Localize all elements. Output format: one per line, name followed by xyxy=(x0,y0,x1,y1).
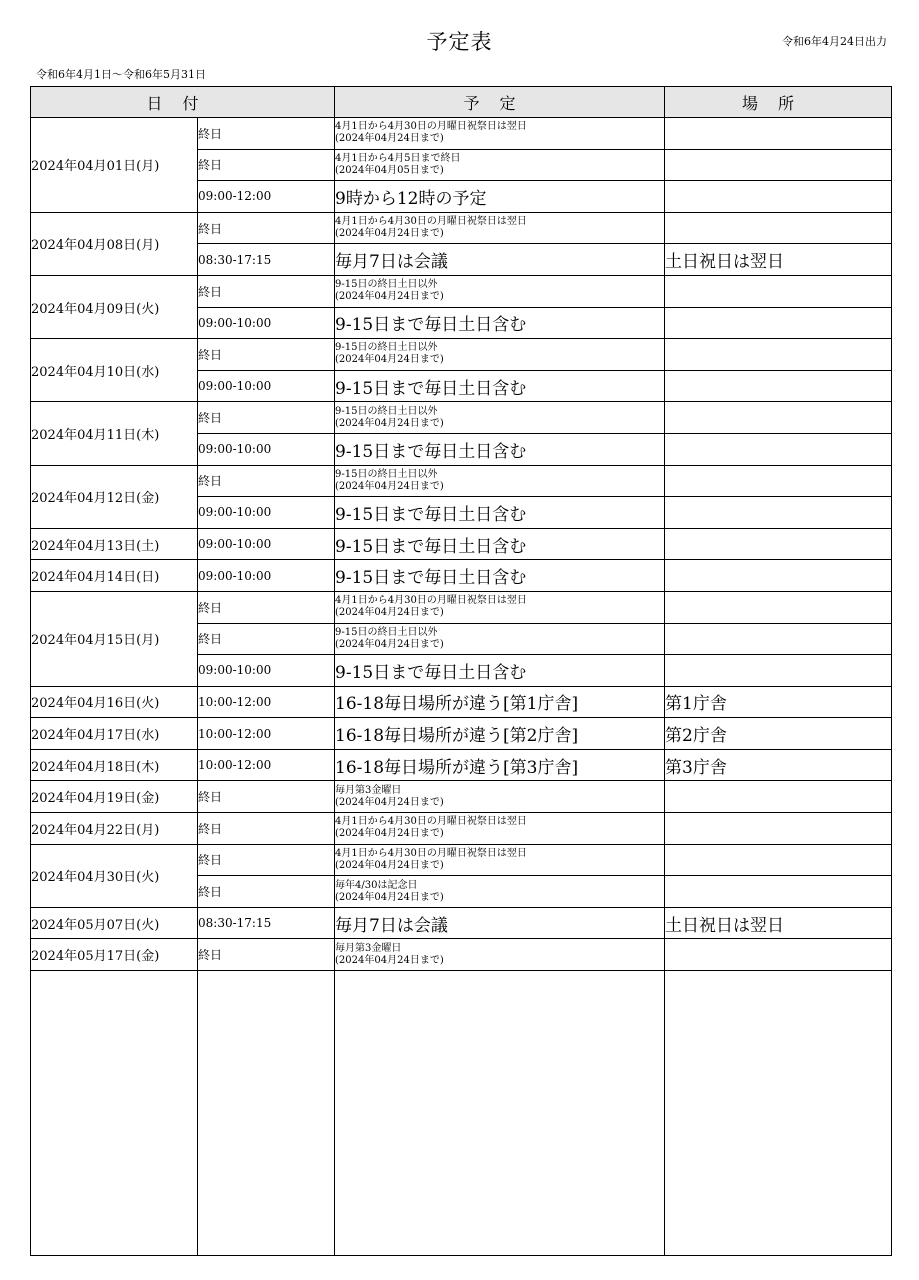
place-cell xyxy=(665,528,892,560)
plan-cell: 毎月7日は会議 xyxy=(335,244,665,276)
plan-cell xyxy=(335,118,665,150)
plan-cell xyxy=(335,149,665,181)
time-cell: 09:00-10:00 xyxy=(198,370,335,402)
time-cell: 10:00-12:00 xyxy=(198,686,335,718)
plan-cell xyxy=(335,275,665,307)
place-cell: 第1庁舎 xyxy=(665,686,892,718)
date-cell: 2024年04月22日(月) xyxy=(31,813,198,845)
plan-until-date: (2024年04月24日まで) xyxy=(335,354,444,366)
place-cell xyxy=(665,591,892,623)
time-cell: 09:00-12:00 xyxy=(198,181,335,213)
plan-description: 9-15日の終日土日以外 xyxy=(335,405,438,417)
plan-cell xyxy=(335,844,665,876)
time-cell: 終日 xyxy=(198,813,335,845)
time-cell: 終日 xyxy=(198,212,335,244)
plan-until-date: (2024年04月05日まで) xyxy=(335,164,444,176)
table-row xyxy=(31,528,892,560)
date-cell: 2024年05月07日(火) xyxy=(31,907,198,939)
table-row xyxy=(31,718,892,750)
place-cell xyxy=(665,149,892,181)
blank-row xyxy=(31,971,892,1256)
plan-description: 毎月第3金曜日 xyxy=(335,942,402,954)
plan-cell xyxy=(335,591,665,623)
place-cell xyxy=(665,560,892,592)
place-cell xyxy=(665,402,892,434)
plan-until-date: (2024年04月24日まで) xyxy=(335,796,444,808)
time-cell: 08:30-17:15 xyxy=(198,244,335,276)
table-row xyxy=(31,591,892,623)
plan-description: 4月1日から4月30日の月曜日祝祭日は翌日 xyxy=(335,595,527,607)
blank-cell xyxy=(198,971,335,1256)
place-cell xyxy=(665,275,892,307)
place-cell xyxy=(665,339,892,371)
time-cell: 09:00-10:00 xyxy=(198,433,335,465)
plan-cell: 9-15日まで毎日土日含む xyxy=(335,497,665,529)
time-cell: 08:30-17:15 xyxy=(198,907,335,939)
column-header-plan: 予定 xyxy=(335,87,665,118)
plan-description: 4月1日から4月30日の月曜日祝祭日は翌日 xyxy=(335,121,527,133)
output-date: 令和6年4月24日出力 xyxy=(782,35,887,48)
plan-cell xyxy=(335,939,665,971)
plan-until-date: (2024年04月24日まで) xyxy=(335,638,444,650)
plan-cell: 9-15日まで毎日土日含む xyxy=(335,655,665,687)
time-cell: 09:00-10:00 xyxy=(198,528,335,560)
plan-description: 4月1日から4月30日の月曜日祝祭日は翌日 xyxy=(335,816,527,828)
schedule-body xyxy=(31,118,892,1256)
time-cell: 10:00-12:00 xyxy=(198,718,335,750)
time-cell: 終日 xyxy=(198,402,335,434)
date-cell: 2024年04月14日(日) xyxy=(31,560,198,592)
date-cell: 2024年04月08日(月) xyxy=(31,212,198,275)
plan-cell xyxy=(335,465,665,497)
place-cell xyxy=(665,181,892,213)
place-cell xyxy=(665,939,892,971)
plan-until-date: (2024年04月24日まで) xyxy=(335,859,444,871)
plan-description: 毎月第3金曜日 xyxy=(335,784,402,796)
date-cell: 2024年04月30日(火) xyxy=(31,844,198,907)
table-row xyxy=(31,781,892,813)
place-cell xyxy=(665,370,892,402)
date-cell: 2024年04月17日(水) xyxy=(31,718,198,750)
plan-until-date: (2024年04月24日まで) xyxy=(335,607,444,619)
table-row xyxy=(31,686,892,718)
plan-cell: 9-15日まで毎日土日含む xyxy=(335,433,665,465)
place-cell xyxy=(665,623,892,655)
place-cell: 第3庁舎 xyxy=(665,749,892,781)
table-row xyxy=(31,813,892,845)
plan-cell: 9-15日まで毎日土日含む xyxy=(335,370,665,402)
plan-description: 9-15日の終日土日以外 xyxy=(335,342,438,354)
place-cell xyxy=(665,876,892,908)
table-row xyxy=(31,939,892,971)
plan-until-date: (2024年04月24日まで) xyxy=(335,891,444,903)
date-cell: 2024年04月19日(金) xyxy=(31,781,198,813)
blank-cell xyxy=(665,971,892,1256)
time-cell: 終日 xyxy=(198,844,335,876)
plan-cell: 9-15日まで毎日土日含む xyxy=(335,560,665,592)
plan-until-date: (2024年04月24日まで) xyxy=(335,133,444,145)
place-cell: 土日祝日は翌日 xyxy=(665,907,892,939)
plan-description: 4月1日から4月30日の月曜日祝祭日は翌日 xyxy=(335,847,527,859)
time-cell: 終日 xyxy=(198,781,335,813)
time-cell: 終日 xyxy=(198,149,335,181)
plan-cell: 9-15日まで毎日土日含む xyxy=(335,307,665,339)
place-cell xyxy=(665,497,892,529)
place-cell: 第2庁舎 xyxy=(665,718,892,750)
date-cell: 2024年04月01日(月) xyxy=(31,118,198,213)
time-cell: 終日 xyxy=(198,939,335,971)
date-range: 令和6年4月1日～令和6年5月31日 xyxy=(36,68,206,81)
plan-cell xyxy=(335,339,665,371)
plan-cell xyxy=(335,402,665,434)
time-cell: 終日 xyxy=(198,118,335,150)
plan-until-date: (2024年04月24日まで) xyxy=(335,480,444,492)
plan-until-date: (2024年04月24日まで) xyxy=(335,417,444,429)
time-cell: 終日 xyxy=(198,339,335,371)
place-cell xyxy=(665,813,892,845)
plan-description: 9-15日の終日土日以外 xyxy=(335,279,438,291)
table-row xyxy=(31,844,892,876)
date-cell: 2024年05月17日(金) xyxy=(31,939,198,971)
plan-description: 9-15日の終日土日以外 xyxy=(335,468,438,480)
date-cell: 2024年04月12日(金) xyxy=(31,465,198,528)
table-row xyxy=(31,907,892,939)
column-header-date: 日付 xyxy=(31,87,335,118)
plan-cell: 16-18毎日場所が違う[第2庁舎] xyxy=(335,718,665,750)
blank-cell xyxy=(335,971,665,1256)
place-cell xyxy=(665,844,892,876)
plan-cell xyxy=(335,212,665,244)
date-cell: 2024年04月10日(水) xyxy=(31,339,198,402)
schedule-table xyxy=(30,86,892,1256)
time-cell: 終日 xyxy=(198,465,335,497)
table-row xyxy=(31,749,892,781)
place-cell xyxy=(665,118,892,150)
table-row xyxy=(31,339,892,371)
plan-cell xyxy=(335,781,665,813)
plan-cell xyxy=(335,813,665,845)
time-cell: 終日 xyxy=(198,623,335,655)
table-row xyxy=(31,275,892,307)
plan-until-date: (2024年04月24日まで) xyxy=(335,228,444,240)
plan-cell: 16-18毎日場所が違う[第3庁舎] xyxy=(335,749,665,781)
place-cell xyxy=(665,655,892,687)
plan-cell: 毎月7日は会議 xyxy=(335,907,665,939)
place-cell xyxy=(665,433,892,465)
plan-cell xyxy=(335,623,665,655)
time-cell: 09:00-10:00 xyxy=(198,307,335,339)
table-header-row xyxy=(31,87,892,118)
page-title: 予定表 xyxy=(426,30,493,54)
table-row xyxy=(31,118,892,150)
plan-cell: 9-15日まで毎日土日含む xyxy=(335,528,665,560)
time-cell: 終日 xyxy=(198,876,335,908)
plan-description: 毎年4/30は記念日 xyxy=(335,879,418,891)
plan-until-date: (2024年04月24日まで) xyxy=(335,291,444,303)
plan-description: 4月1日から4月5日まで終日 xyxy=(335,152,461,164)
date-cell: 2024年04月09日(火) xyxy=(31,275,198,338)
time-cell: 10:00-12:00 xyxy=(198,749,335,781)
plan-until-date: (2024年04月24日まで) xyxy=(335,828,444,840)
date-cell: 2024年04月16日(火) xyxy=(31,686,198,718)
time-cell: 終日 xyxy=(198,275,335,307)
plan-cell: 9時から12時の予定 xyxy=(335,181,665,213)
place-cell xyxy=(665,212,892,244)
date-cell: 2024年04月18日(木) xyxy=(31,749,198,781)
table-row xyxy=(31,402,892,434)
plan-cell xyxy=(335,876,665,908)
time-cell: 09:00-10:00 xyxy=(198,655,335,687)
column-header-place: 場所 xyxy=(665,87,892,118)
place-cell xyxy=(665,465,892,497)
table-row xyxy=(31,212,892,244)
time-cell: 09:00-10:00 xyxy=(198,497,335,529)
plan-cell: 16-18毎日場所が違う[第1庁舎] xyxy=(335,686,665,718)
date-cell: 2024年04月13日(土) xyxy=(31,528,198,560)
plan-description: 9-15日の終日土日以外 xyxy=(335,626,438,638)
time-cell: 終日 xyxy=(198,591,335,623)
blank-cell xyxy=(31,971,198,1256)
place-cell xyxy=(665,307,892,339)
date-cell: 2024年04月11日(木) xyxy=(31,402,198,465)
plan-until-date: (2024年04月24日まで) xyxy=(335,954,444,966)
table-row xyxy=(31,560,892,592)
place-cell xyxy=(665,781,892,813)
table-row xyxy=(31,465,892,497)
time-cell: 09:00-10:00 xyxy=(198,560,335,592)
place-cell: 土日祝日は翌日 xyxy=(665,244,892,276)
plan-description: 4月1日から4月30日の月曜日祝祭日は翌日 xyxy=(335,216,527,228)
date-cell: 2024年04月15日(月) xyxy=(31,591,198,686)
